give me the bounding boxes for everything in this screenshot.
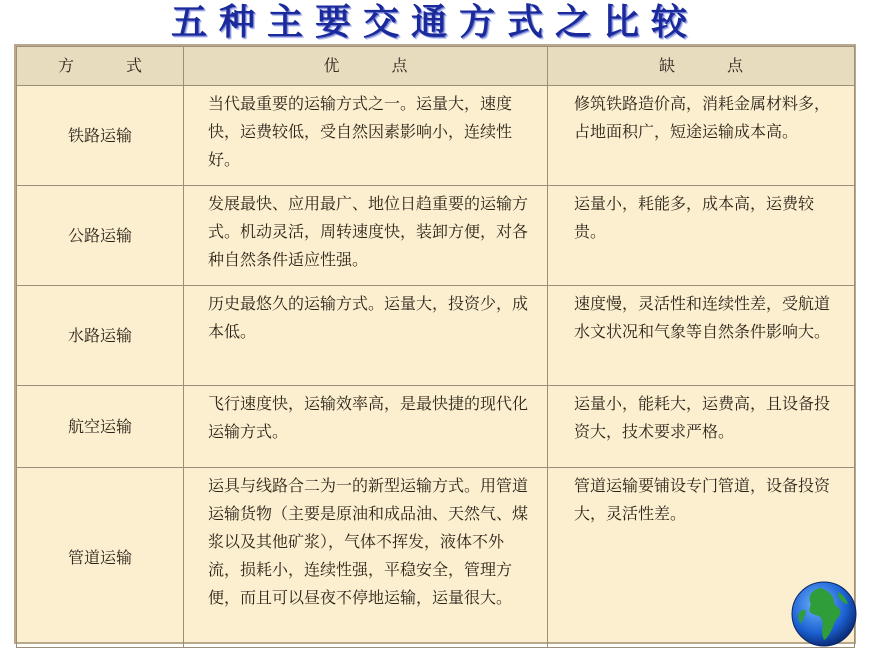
row-mode: 航空运输 <box>17 386 184 468</box>
row-mode: 公路运输 <box>17 186 184 286</box>
comparison-table-container <box>14 44 856 644</box>
header-cons: 缺 点 <box>548 47 855 86</box>
row-mode: 水路运输 <box>17 286 184 386</box>
row-cons: 速度慢，灵活性和连续性差，受航道水文状况和气象等自然条件影响大。 <box>548 286 855 386</box>
row-mode: 铁路运输 <box>17 86 184 186</box>
row-mode: 管道运输 <box>17 468 184 648</box>
header-pros: 优 点 <box>184 47 548 86</box>
comparison-table <box>16 46 855 648</box>
page-title: 五种主要交通方式之比较 <box>170 1 699 43</box>
table-row <box>17 186 855 286</box>
row-cons: 修筑铁路造价高，消耗金属材料多，占地面积广，短途运输成本高。 <box>548 86 855 186</box>
table-row <box>17 286 855 386</box>
table-row <box>17 468 855 648</box>
table-header-row <box>17 47 855 86</box>
row-pros: 发展最快、应用最广、地位日趋重要的运输方式。机动灵活，周转速度快，装卸方便，对各种自然条件适应性强。 <box>184 186 548 286</box>
row-pros: 历史最悠久的运输方式。运量大，投资少，成本低。 <box>184 286 548 386</box>
table-row <box>17 386 855 468</box>
row-cons: 运量小，能耗大，运费高，且设备投资大，技术要求严格。 <box>548 386 855 468</box>
header-mode: 方 式 <box>17 47 184 86</box>
row-pros: 当代最重要的运输方式之一。运量大，速度快，运费较低，受自然因素影响小，连续性好。 <box>184 86 548 186</box>
row-pros: 运具与线路合二为一的新型运输方式。用管道运输货物（主要是原油和成品油、天然气、煤浆以及其他矿浆），气体不挥发，液体不外流，损耗小，连续性强，平稳安全，管理方便，而且可以昼夜不停地运输，运量很大。 <box>184 468 548 648</box>
row-pros: 飞行速度快，运输效率高，是最快捷的现代化运输方式。 <box>184 386 548 468</box>
row-cons: 管道运输要铺设专门管道，设备投资大，灵活性差。 <box>548 468 855 648</box>
globe-icon <box>790 580 858 648</box>
row-cons: 运量小，耗能多，成本高，运费较贵。 <box>548 186 855 286</box>
table-row <box>17 86 855 186</box>
